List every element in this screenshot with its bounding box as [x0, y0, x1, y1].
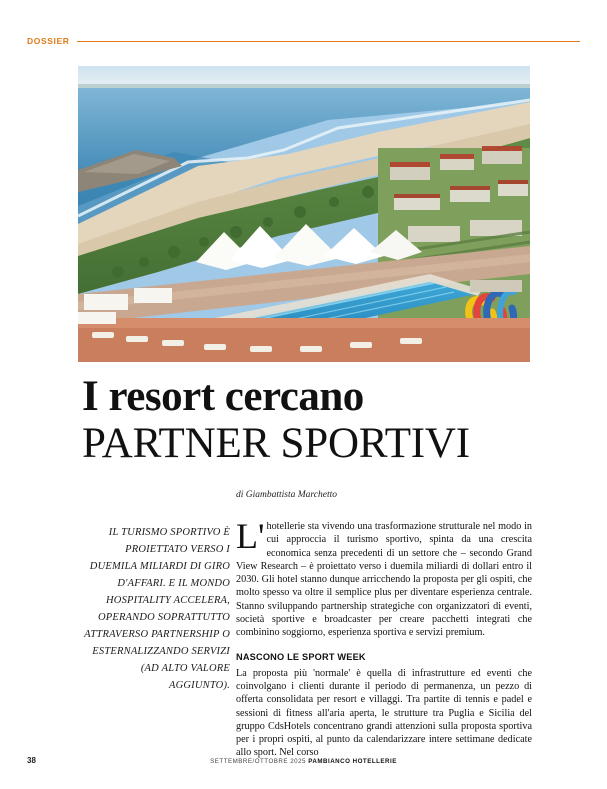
section-kicker	[27, 34, 580, 48]
issue-date: SETTEMBRE/OTTOBRE 2025	[210, 758, 306, 765]
hero-image	[78, 66, 530, 362]
footer-center	[27, 758, 580, 765]
byline: di Giambattista Marchetto	[236, 490, 337, 500]
folio-number: 38	[27, 756, 36, 765]
headline-line-1: I resort cercano	[82, 373, 364, 420]
body-paragraph-2: La proposta più 'normale' è quella di infrastrutture ed eventi che coinvolgano i clienti durante il periodo di permanenza, un pezzo di offerta consolidata per resort e villaggi. Tra partite di tennis e padel e sessioni di fitness all'aria aperta, le strutture tra Puglia e Sicilia del gruppo CdsHotels concentrano grandi attenzioni sulla proposta sportiva per i propri ospiti, al punto da calendarizzare intere settimane dedicate allo sport. Nel corso	[236, 667, 532, 759]
headline-line-2: PARTNER SPORTIVI	[82, 420, 470, 467]
kicker-label: DOSSIER	[27, 36, 70, 46]
body-paragraph-1: L'hotellerie sta vivendo una trasformazione strutturale nel modo in cui approccia il turismo sportivo, spinta da una crescita economica senza precedenti di un settore che – secondo Grand View Research – è proiettato verso i duemila miliardi di dollari entro il 2030. Gli hotel stanno dunque arricchendo la proposta per gli ospiti, che molto spesso va oltre il semplice plus per diventare esperienza centrale. Stanno sviluppando partnership strategiche con organizzatori di eventi, società sportive e broadcaster per creare pacchetti integrati che combinino soggiorno, esperienza sportiva e servizi premium.	[236, 516, 532, 639]
page-footer	[27, 753, 580, 765]
body-subhead-1: NASCONO LE SPORT WEEK	[236, 651, 366, 662]
page-title	[82, 374, 532, 468]
kicker-rule	[77, 41, 580, 43]
resort-aerial-photo	[78, 66, 530, 362]
masthead-label: PAMBIANCO HOTELLERIE	[308, 758, 397, 765]
standfirst: IL TURISMO SPORTIVO È PROIETTATO VERSO I DUEMILA MILIARDI DI GIRO D'AFFARI. E IL MONDO HOSPITALITY ACCELERA, OPERANDO SOPRATTUTTO ATTRAVERSO PARTNERSHIP O ESTERNALIZZANDO SERVIZI (AD ALTO VALORE AGGIUNTO).	[84, 527, 230, 691]
article-body	[236, 516, 532, 760]
